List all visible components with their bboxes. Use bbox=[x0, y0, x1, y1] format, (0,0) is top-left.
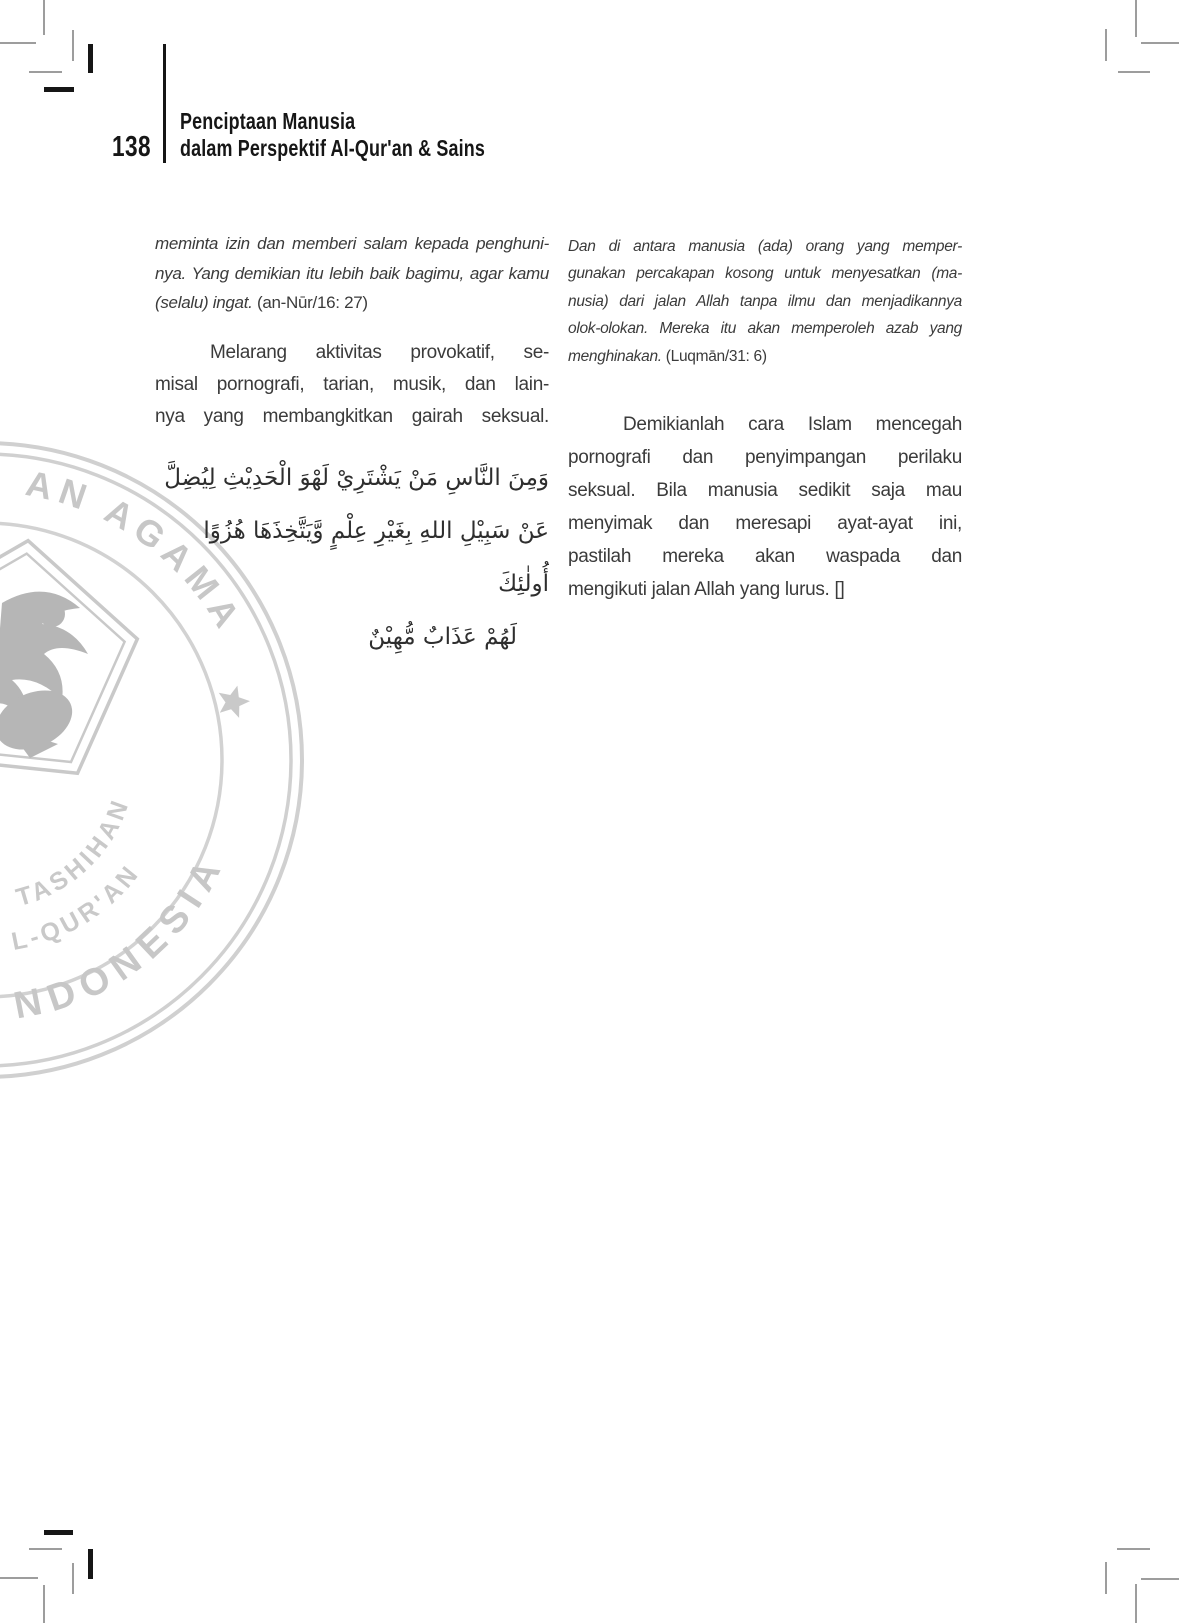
text-line: لَهُمْ عَذَابٌ مُّهِيْنٌ bbox=[368, 624, 517, 650]
text-line: gunakan percakapan kosong untuk menyesatkan (ma- bbox=[568, 265, 962, 283]
crop-mark bbox=[88, 44, 93, 73]
crop-mark bbox=[1141, 42, 1179, 44]
right-quote-lines bbox=[568, 233, 962, 343]
running-title-line1: Penciptaan Manusia bbox=[180, 108, 356, 134]
crop-mark bbox=[1105, 29, 1107, 61]
text-line: seksual. Bila manusia sedikit saja mau bbox=[568, 480, 962, 501]
crop-mark bbox=[44, 1530, 73, 1535]
text-line: nya. Yang demikian itu lebih baik bagimu, agar kamu bbox=[155, 263, 549, 283]
crop-mark bbox=[43, 0, 45, 35]
crop-mark bbox=[43, 1585, 45, 1623]
crop-mark bbox=[1117, 1548, 1150, 1550]
left-quote-block bbox=[155, 229, 549, 318]
crop-mark bbox=[0, 42, 36, 44]
text-line: عَنْ سَبِيْلِ اللهِ بِغَيْرِ عِلْمٍ وَّيَتَّخِذَهَا هُزُوًا أُولٰئِكَ bbox=[203, 518, 549, 597]
text-line: pornografi dan penyimpangan perilaku bbox=[568, 447, 962, 468]
text-line: menyimak dan meresapi ayat-ayat ini, bbox=[568, 513, 962, 534]
text-line: Melarang aktivitas provokatif, se- bbox=[210, 342, 549, 363]
stamp-inner-arc1-text: TASHIHAN bbox=[12, 793, 136, 913]
text-line: nya yang membangkitkan gairah seksual. bbox=[155, 406, 549, 427]
left-quote-lines bbox=[155, 229, 549, 288]
crop-mark bbox=[1135, 1584, 1137, 1623]
right-paragraph bbox=[568, 408, 962, 606]
stamp-pentagon-outer bbox=[0, 541, 137, 774]
crop-mark bbox=[1141, 1578, 1179, 1580]
text-line: pastilah mereka akan waspada dan bbox=[568, 546, 962, 567]
stamp-pentagon-inner bbox=[0, 554, 125, 762]
header-divider-rule bbox=[163, 44, 166, 163]
running-title-line2: dalam Perspektif Al-Qur'an & Sains bbox=[180, 135, 486, 161]
text-line: وَمِنَ النَّاسِ مَنْ يَشْتَرِيْ لَهْوَ الْحَدِيْثِ لِيُضِلَّ bbox=[164, 465, 549, 491]
text-line: olok-olokan. Mereka itu akan memperoleh azab yang bbox=[568, 320, 962, 338]
stamp-arc-top-text: AN AGAMA bbox=[22, 462, 252, 641]
crop-mark bbox=[0, 1577, 38, 1579]
left-quote-reference: (an-Nūr/16: 27) bbox=[257, 293, 368, 312]
crop-mark bbox=[88, 1549, 93, 1579]
right-quote-block bbox=[568, 233, 962, 370]
text-line: nusia) dari jalan Allah tanpa ilmu dan menjadikannya bbox=[568, 292, 962, 310]
stamp-inner-arc2-text: L-QUR'AN bbox=[9, 858, 146, 957]
crop-mark bbox=[72, 1563, 74, 1594]
crop-mark bbox=[29, 1548, 62, 1550]
left-quote-last-italic: (selalu) ingat. bbox=[155, 293, 253, 312]
crop-mark bbox=[1135, 0, 1137, 37]
crop-mark bbox=[29, 71, 62, 73]
right-quote-reference: (Luqmān/31: 6) bbox=[665, 347, 767, 365]
text-line: meminta izin dan memberi salam kepada penghuni- bbox=[155, 234, 549, 253]
arabic-verse bbox=[155, 452, 549, 664]
text-line: mengikuti jalan Allah yang lurus. [] bbox=[568, 579, 845, 600]
running-title bbox=[180, 108, 571, 162]
text-line: Dan di antara manusia (ada) orang yang memper- bbox=[568, 238, 962, 255]
crop-mark bbox=[72, 30, 74, 61]
right-quote-last-italic: menghinakan. bbox=[568, 347, 662, 365]
stamp-star-icon bbox=[219, 686, 250, 718]
left-paragraph bbox=[155, 337, 549, 433]
garuda-emblem-icon bbox=[0, 592, 88, 761]
left-quote-last-line bbox=[155, 288, 549, 318]
text-line: Demikianlah cara Islam mencegah bbox=[623, 414, 962, 435]
stamp-arc-bottom-text: NDONESIA bbox=[10, 846, 234, 1028]
text-line: misal pornografi, tarian, musik, dan lain- bbox=[155, 374, 549, 395]
crop-mark bbox=[1118, 71, 1150, 73]
page-number: 138 bbox=[112, 131, 151, 163]
right-quote-last-line bbox=[568, 343, 962, 370]
crop-mark bbox=[44, 87, 74, 92]
crop-mark bbox=[1105, 1562, 1107, 1594]
